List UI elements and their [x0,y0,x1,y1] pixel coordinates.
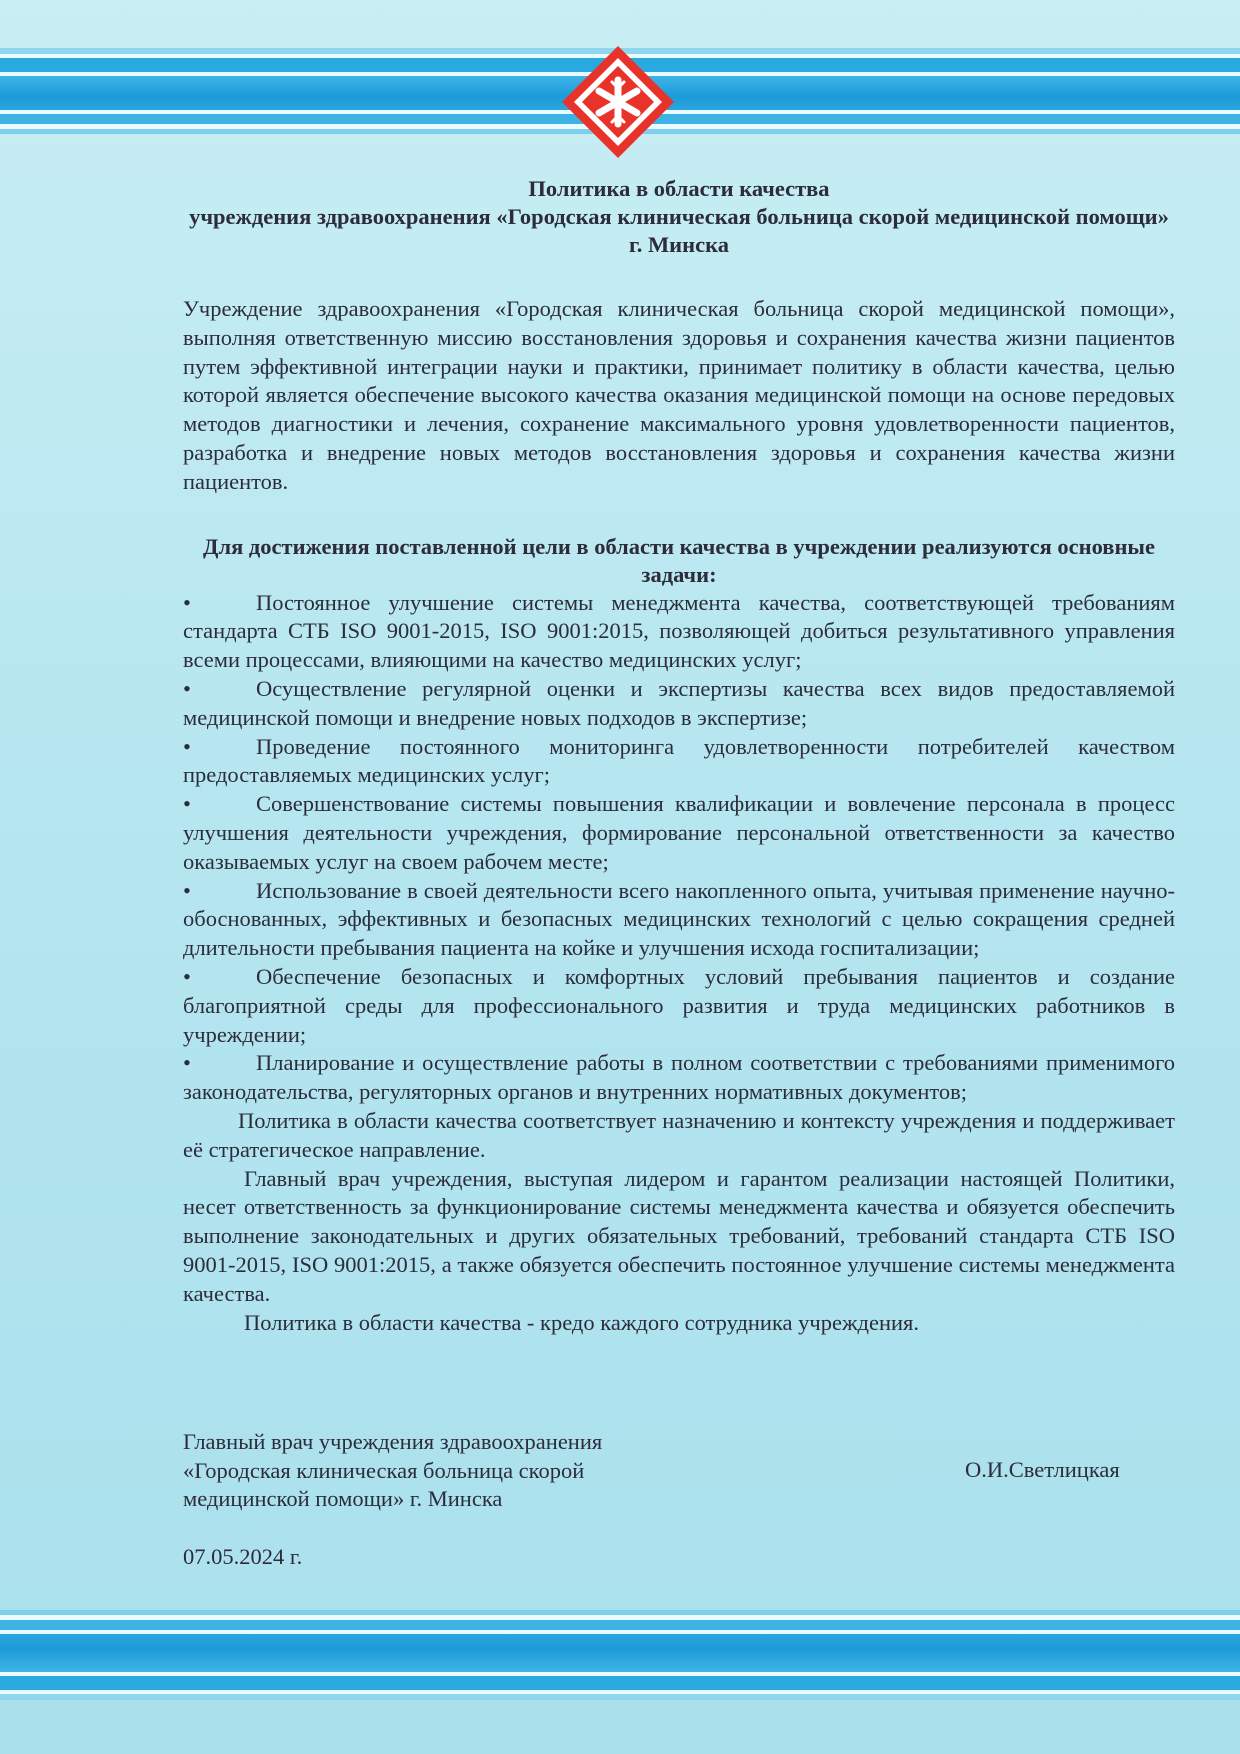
task-text: Планирование и осуществление работы в полном соответствии с требованиями применимого законодательства, регуляторных органов и внутренних нормативных документов; [183,1050,1175,1105]
tasks-heading: Для достижения поставленной цели в области качества в учреждении реализуются основные задачи: [203,533,1155,587]
list-item [183,1049,1175,1107]
document-date: 07.05.2024 г. [183,1544,303,1569]
signatory-position [183,1428,703,1514]
position-line-1: Главный врач учреждения здравоохранения [183,1429,603,1454]
task-text: Проведение постоянного мониторинга удовлетворенности потребителей качеством предоставляемых медицинских услуг; [183,733,1175,788]
bullet-icon: • [183,791,191,817]
list-item [183,963,1175,1049]
task-text: Осуществление регулярной оценки и экспертизы качества всех видов предоставляемой медицинской помощи и внедрение новых подходов в экспертизе; [183,675,1175,730]
task-text: Использование в своей деятельности всего накопленного опыта, учитывая применение научно-обоснованных, эффективных и безопасных медицинских технологий с целью сокращения средней длительности пребывания пациента на койке и улучшения исхода госпитализации; [183,877,1175,961]
task-text: Обеспечение безопасных и комфортных условий пребывания пациентов и создание благоприятной среды для профессионального развития и труда медицинских работников в учреждении; [183,963,1175,1047]
list-item [183,733,1175,791]
list-item [183,675,1175,733]
bullet-icon: • [183,675,191,701]
position-line-3: медицинской помощи» г. Минска [183,1486,503,1511]
policy-document [183,175,1175,1337]
context-paragraph: Политика в области качества соответствует назначению и контексту учреждения и поддерживает её стратегическое направление. [183,1107,1175,1162]
title-line-2: учреждения здравоохранения «Городская клиническая больница скорой медицинской помощи» г. Минска [189,204,1169,257]
bullet-icon: • [183,589,191,615]
responsibility-paragraph: Главный врач учреждения, выступая лидером и гарантом реализации настоящей Политики, несет ответственность за функционирование системы менеджмента качества и обязуется обеспечить выполнение законодательных и других обязательных требований, требований стандарта СТБ ISO 9001-2015, ISO 9001:2015, а также обязуется обеспечить постоянное улучшение системы менеджмента качества. [183,1165,1175,1306]
bullet-icon: • [183,1050,191,1076]
tasks-list [183,589,1175,1107]
snowflake-cross-icon [560,44,676,160]
hospital-logo [560,44,676,160]
signature-block [183,1428,1175,1514]
position-line-2: «Городская клиническая больница скорой [183,1457,585,1483]
list-item [183,877,1175,963]
bullet-icon: • [183,733,191,759]
title-line-1: Политика в области качества [528,176,830,201]
footer-stripes [0,1610,1240,1710]
task-text: Постоянное улучшение системы менеджмента качества, соответствующей требованиям стандарта СТБ ISO 9001-2015, ISO 9001:2015, позволяющей добиться результативного управления всеми процессами, влияющими на качество медицинских услуг; [183,589,1175,673]
list-item [183,790,1175,876]
list-item [183,589,1175,675]
task-text: Совершенствование системы повышения квалификации и вовлечение персонала в процесс улучшения деятельности учреждения, формирование персональной ответственности за качество оказываемых услуг на своем рабочем месте; [183,791,1175,874]
credo-paragraph: Политика в области качества - кредо каждого сотрудника учреждения. [244,1309,920,1335]
signatory-name: О.И.Светлицкая [965,1457,1120,1482]
bullet-icon: • [183,963,191,989]
document-title [183,175,1175,259]
bullet-icon: • [183,877,191,903]
intro-paragraph: Учреждение здравоохранения «Городская клиническая больница скорой медицинской помощи», выполняя ответственную миссию восстановления здоровья и сохранения качества жизни пациентов путем эффективной интеграции науки и практики, принимает политику в области качества, целью которой является обеспечение высокого качества оказания медицинской помощи на основе передовых методов диагностики и лечения, сохранение максимального уровня удовлетворенности пациентов, разработка и внедрение новых методов восстановления здоровья и сохранения качества жизни пациентов. [183,296,1175,494]
